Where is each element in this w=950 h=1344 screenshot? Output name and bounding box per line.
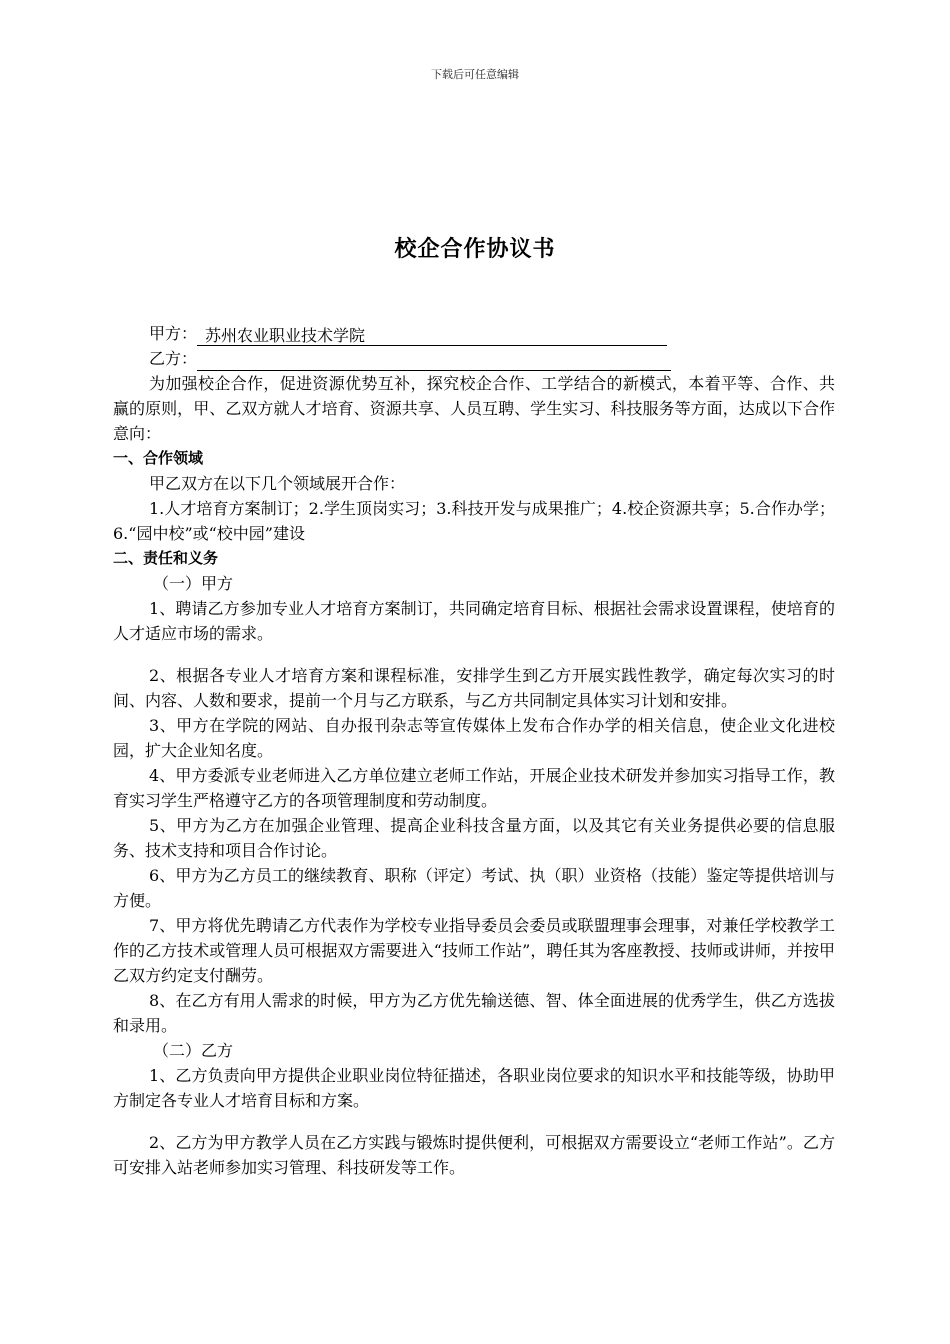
intro-paragraph: 为加强校企合作，促进资源优势互补，探究校企合作、工学结合的新模式，本着平等、合作、共赢的原则，甲、乙双方就人才培育、资源共享、人员互聘、学生实习、科技服务等方面，达成以下合作意向：: [113, 374, 835, 443]
party-b-line: [113, 346, 835, 371]
party-b-item-2: 2、乙方为甲方教学人员在乙方实践与锻炼时提供便利，可根据双方需要设立“老师工作站”。乙方可安排入站老师参加实习管理、科技研发等工作。: [113, 1133, 835, 1177]
party-a-item-5: 5、甲方为乙方在加强企业管理、提高企业科技含量方面，以及其它有关业务提供必要的信息服务、技术支持和项目合作讨论。: [113, 816, 835, 860]
section-2-heading: 二、责任和义务: [113, 549, 219, 567]
party-a-label: 甲方：: [149, 324, 198, 343]
party-a-item-8: 8、在乙方有用人需求的时候，甲方为乙方优先输送德、智、体全面进展的优秀学生，供乙方选拔和录用。: [113, 991, 835, 1035]
document-body: [113, 321, 835, 1180]
party-a-item-2: 2、根据各专业人才培育方案和课程标准，安排学生到乙方开展实践性教学，确定每次实习的时间、内容、人数和要求，提前一个月与乙方联系，与乙方共同制定具体实习计划和安排。: [113, 666, 835, 710]
party-a-item-4: 4、甲方委派专业老师进入乙方单位建立老师工作站，开展企业技术研发并参加实习指导工作，教育实习学生严格遵守乙方的各项管理制度和劳动制度。: [113, 766, 835, 810]
party-a-item-3: 3、甲方在学院的网站、自办报刊杂志等宣传媒体上发布合作办学的相关信息，使企业文化进校园，扩大企业知名度。: [113, 716, 835, 760]
party-a-name: 苏州农业职业技术学院: [197, 325, 667, 346]
party-a-item-6: 6、甲方为乙方员工的继续教育、职称（评定）考试、执（职）业资格（技能）鉴定等提供培训与方便。: [113, 866, 835, 910]
header-note: 下载后可任意编辑: [431, 68, 519, 81]
party-b-subheading: （二）乙方: [153, 1041, 234, 1060]
party-a-subheading: （一）甲方: [153, 574, 234, 593]
party-a-item-1: 1、聘请乙方参加专业人才培育方案制订，共同确定培育目标、根据社会需求设置课程，使培育的人才适应市场的需求。: [113, 599, 835, 643]
section-1-items: 1.人才培育方案制订；2.学生顶岗实习；3.科技开发与成果推广；4.校企资源共享；5.合作办学；6.“园中校”或“校中园”建设: [113, 499, 835, 543]
section-1-lead: 甲乙双方在以下几个领域展开合作：: [149, 474, 406, 493]
document-title: 校企合作协议书: [394, 237, 556, 262]
party-b-label: 乙方：: [149, 349, 198, 368]
party-b-name: [197, 350, 671, 371]
party-a-line: [113, 321, 835, 346]
section-1-heading: 一、合作领域: [113, 449, 204, 467]
party-b-item-1: 1、乙方负责向甲方提供企业职业岗位特征描述，各职业岗位要求的知识水平和技能等级，协助甲方制定各专业人才培育目标和方案。: [113, 1066, 835, 1110]
party-a-item-7: 7、甲方将优先聘请乙方代表作为学校专业指导委员会委员或联盟理事会理事，对兼任学校教学工作的乙方技术或管理人员可根据双方需要进入“技师工作站”，聘任其为客座教授、技师或讲师，并按甲乙双方约定支付酬劳。: [113, 916, 835, 985]
